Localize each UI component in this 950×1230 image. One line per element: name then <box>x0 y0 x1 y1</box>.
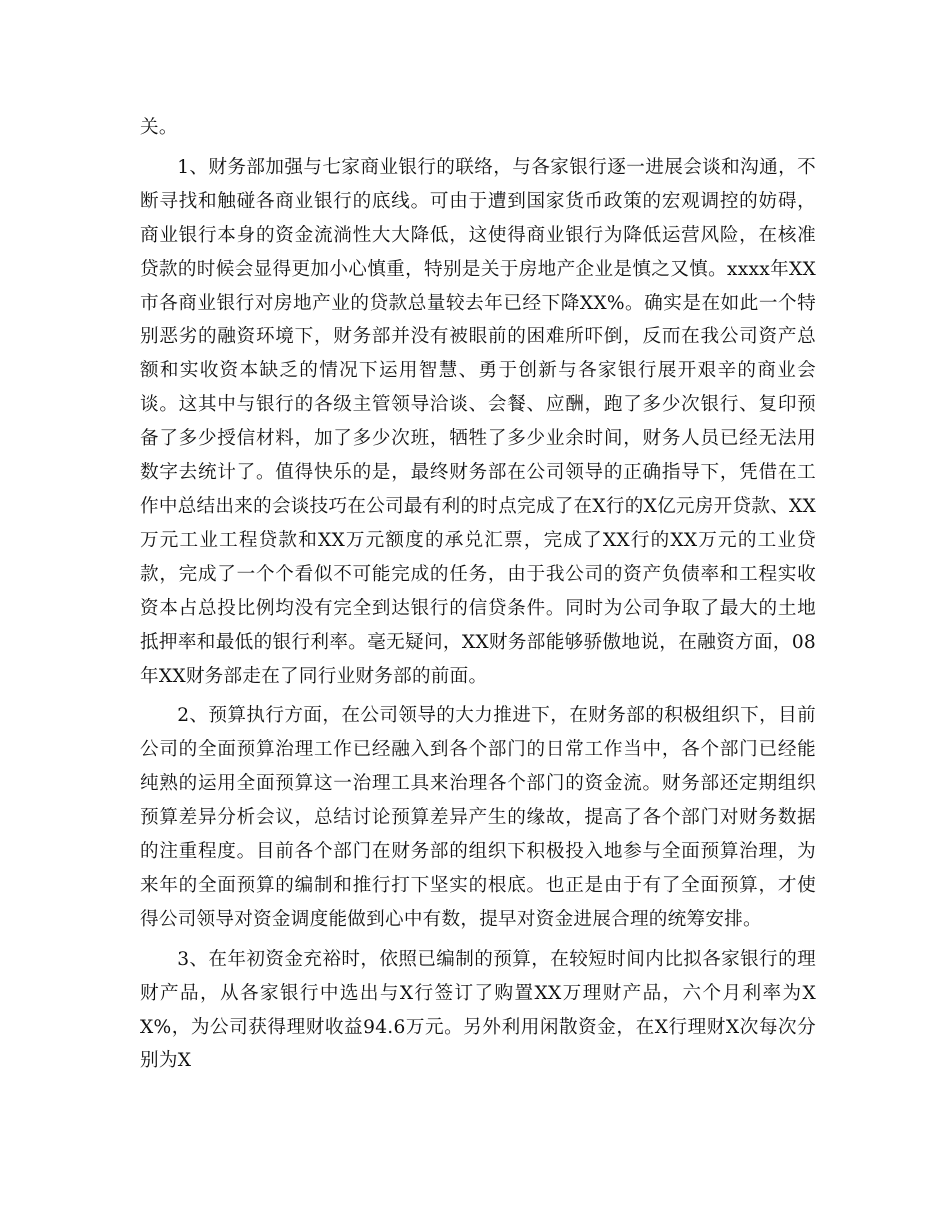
paragraph-budget-execution: 2、预算执行方面，在公司领导的大力推进下，在财务部的积极组织下，目前公司的全面预算治理工作已经融入到各个部门的日常工作当中，各个部门已经能纯熟的运用全面预算这一治理工具来治理各个部门的资金流。财务部还定期组织预算差异分析会议，总结讨论预算差异产生的缘故，提高了各个部门对财务数据的注重程度。目前各个部门在财务部的组织下积极投入地参与全面预算治理，为来年的全面预算的编制和推行打下坚实的根底。也正是由于有了全面预算，才使得公司领导对资金调度能做到心中有数，提早对资金进展合理的统筹安排。 <box>140 705 816 930</box>
paragraph-wealth-management: 3、在年初资金充裕时，依照已编制的预算，在较短时间内比拟各家银行的理财产品，从各家银行中选出与X行签订了购置XX万理财产品，六个月利率为XX%，为公司获得理财收益94.6万元。另外利用闲散资金，在X行理财X次每次分别为X <box>140 948 816 1072</box>
document-page <box>140 111 816 1084</box>
paragraph-financing: 1、财务部加强与七家商业银行的联络，与各家银行逐一进展会谈和沟通，不断寻找和触碰各商业银行的底线。可由于遭到国家货币政策的宏观调控的妨碍，商业银行本身的资金流淌性大大降低，这使得商业银行为降低运营风险，在核准贷款的时候会显得更加小心慎重，特别是关于房地产企业是慎之又慎。xxxx年XX市各商业银行对房地产业的贷款总量较去年已经下降XX%。确实是在如此一个特别恶劣的融资环境下，财务部并没有被眼前的困难所吓倒，反而在我公司资产总额和实收资本缺乏的情况下运用智慧、勇于创新与各家银行展开艰辛的商业会谈。这其中与银行的各级主管领导洽谈、会餐、应酬，跑了多少次银行、复印预备了多少授信材料，加了多少次班，牺牲了多少业余时间，财务人员已经无法用数字去统计了。值得快乐的是，最终财务部在公司领导的正确指导下，凭借在工作中总结出来的会谈技巧在公司最有利的时点完成了在X行的X亿元房开贷款、XX万元工业工程贷款和XX万元额度的承兑汇票，完成了XX行的XX万元的工业贷款，完成了一个个看似不可能完成的任务，由于我公司的资产负债率和工程实收资本占总投比例均没有完全到达银行的信贷条件。同时为公司争取了最大的土地抵押率和最低的银行利率。毫无疑问，XX财务部能够骄傲地说，在融资方面，08年XX财务部走在了同行业财务部的前面。 <box>140 156 816 687</box>
paragraph-continuation: 关。 <box>140 117 178 138</box>
